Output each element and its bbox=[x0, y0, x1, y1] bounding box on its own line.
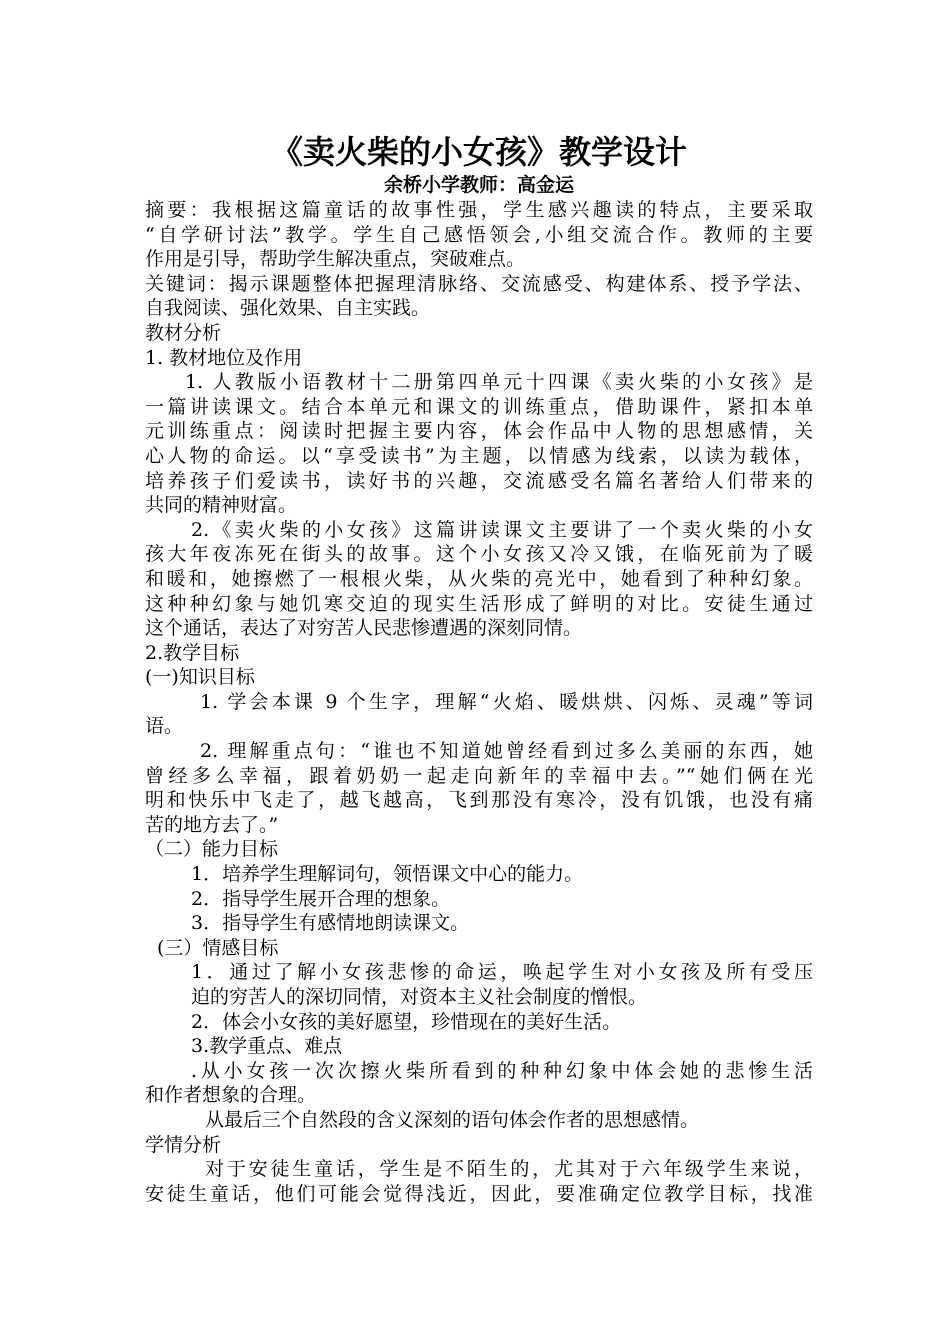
paragraph-line: 对于安徒生童话，学生是不陌生的，尤其对于六年级学生来说， bbox=[205, 1158, 813, 1181]
paragraph-line: 元训练重点：阅读时把握主要内容，体会作品中人物的思想感情，关 bbox=[145, 420, 813, 443]
document-title: 《卖火柴的小女孩》教学设计 bbox=[270, 133, 687, 171]
keywords-line: 自我阅读、强化效果、自主实践。 bbox=[145, 297, 431, 320]
paragraph-line: .从小女孩一次次擦火柴所看到的种种幻象中体会她的悲惨生活 bbox=[191, 1059, 813, 1082]
paragraph-line: 这个通话，表达了对穷苦人民悲惨遭遇的深刻同情。 bbox=[145, 617, 583, 640]
paragraph-line: 共同的精神财富。 bbox=[145, 494, 298, 517]
paragraph-line: 2. 理解重点句：“谁也不知道她曾经看到过多么美丽的东西，她 bbox=[200, 740, 813, 763]
abstract-line: “自学研讨法”教学。学生自己感悟领会,小组交流合作。教师的主要 bbox=[145, 223, 813, 246]
paragraph-line: 明和快乐中飞走了，越飞越高，飞到那没有寒冷，没有饥饿，也没有痛 bbox=[145, 789, 813, 812]
document-body bbox=[145, 132, 813, 1206]
section-heading: 教材分析 bbox=[145, 321, 222, 344]
paragraph-line: 孩大年夜冻死在街头的故事。这个小女孩又冷又饿，在临死前为了暖 bbox=[145, 543, 813, 566]
paragraph-line: 一篇讲读课文。结合本单元和课文的训练重点，借助课件，紧扣本单 bbox=[145, 395, 813, 418]
author-line: 余桥小学教师：高金运 bbox=[383, 174, 574, 196]
subsection-heading: 1. 教材地位及作用 bbox=[145, 346, 303, 369]
list-item: 迫的穷苦人的深切同情，对资本主义社会制度的憎恨。 bbox=[191, 986, 648, 1008]
subsection-heading: 3.教学重点、难点 bbox=[191, 1035, 343, 1058]
paragraph-line: 培养孩子们爱读书，读好书的兴趣，交流感受名篇名著给人们带来的 bbox=[145, 469, 813, 492]
list-item: 1．通过了解小女孩悲惨的命运，唤起学生对小女孩及所有受压 bbox=[191, 961, 813, 984]
paragraph-line: 和暖和，她擦燃了一根根火柴，从火柴的亮光中，她看到了种种幻象。 bbox=[145, 567, 813, 590]
list-item: 1．培养学生理解词句，领悟课文中心的能力。 bbox=[191, 863, 584, 886]
paragraph-line: 苦的地方去了。” bbox=[145, 813, 279, 836]
list-item: 2．指导学生展开合理的想象。 bbox=[191, 887, 451, 910]
abstract-line: 作用是引导，帮助学生解决重点，突破难点。 bbox=[145, 248, 526, 271]
paragraph-line: 心人物的命运。以“享受读书”为主题，以情感为线索，以读为载体， bbox=[145, 444, 813, 467]
paragraph-line: 1. 人教版小语教材十二册第四单元十四课《卖火柴的小女孩》是 bbox=[185, 371, 813, 394]
section-heading: 学情分析 bbox=[145, 1133, 222, 1156]
list-item: 3．指导学生有感情地朗读课文。 bbox=[191, 912, 470, 935]
paragraph-line: 这种种幻象与她饥寒交迫的现实生活形成了鲜明的对比。安徒生通过 bbox=[145, 592, 813, 615]
subsection-heading: (三）情感目标 bbox=[157, 936, 279, 959]
paragraph-line: 安徒生童话，他们可能会觉得浅近，因此，要准确定位教学目标，找准 bbox=[145, 1182, 813, 1205]
paragraph-line: 曾经多么幸福，跟着奶奶一起走向新年的幸福中去。”“她们俩在光 bbox=[145, 764, 813, 787]
subsection-heading: （二）能力目标 bbox=[145, 838, 279, 861]
paragraph-line: 2.《卖火柴的小女孩》这篇讲读课文主要讲了一个卖火柴的小女 bbox=[191, 518, 813, 541]
paragraph-line: 语。 bbox=[145, 715, 184, 738]
keywords-line: 关键词：揭示课题整体把握理清脉络、交流感受、构建体系、授予学法、 bbox=[145, 272, 813, 295]
subsection-heading: (一)知识目标 bbox=[145, 666, 255, 689]
paragraph-line: 从最后三个自然段的含义深刻的语句体会作者的思想感情。 bbox=[205, 1108, 700, 1131]
paragraph-line: 和作者想象的合理。 bbox=[145, 1084, 317, 1107]
paragraph-line: 1. 学会本课 9 个生字，理解“火焰、暖烘烘、闪烁、灵魂”等词 bbox=[200, 690, 813, 713]
subsection-heading: 2.教学目标 bbox=[145, 641, 240, 664]
abstract-line: 摘要：我根据这篇童话的故事性强，学生感兴趣读的特点，主要采取 bbox=[145, 199, 813, 221]
list-item: 2．体会小女孩的美好愿望，珍惜现在的美好生活。 bbox=[191, 1010, 622, 1033]
